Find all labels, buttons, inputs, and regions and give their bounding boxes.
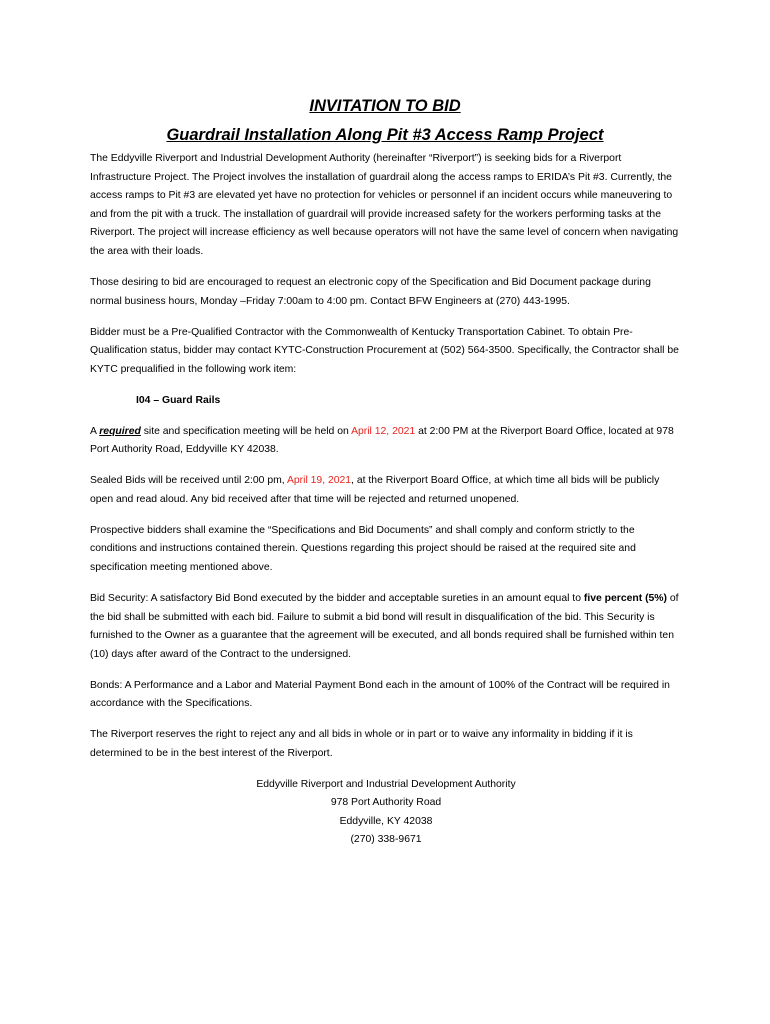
address-city: Eddyville, KY 42038 xyxy=(339,815,433,827)
document-title: INVITATION TO BID xyxy=(309,97,461,115)
work-item: I04 – Guard Rails xyxy=(136,394,221,406)
meeting-date: April 12, 2021 xyxy=(351,425,416,437)
meeting-text-c: at 2:00 PM at the Riverport Board Office, located at 978 Port Authority Road, Eddyville KY 42038. xyxy=(90,425,674,456)
examine-paragraph: Prospective bidders shall examine the “Specifications and Bid Documents” and shall comply and conform strictly to the conditions and instructions contained therein. Questions regarding this project should be raised at the required site and specification meeting mentioned above. xyxy=(90,524,636,574)
security-text-a: Bid Security: A satisfactory Bid Bond executed by the bidder and acceptable sureties in an amount equal to xyxy=(90,593,584,605)
required-emphasis: required xyxy=(99,425,141,437)
prequalification-paragraph: Bidder must be a Pre-Qualified Contractor with the Commonwealth of Kentucky Transportation Cabinet. To obtain Pre-Qualification status, bidder may contact KYTC-Construction Procurement at (502) 564-3500. Specifically, the Contractor shall be KYTC prequalified in the following work item: xyxy=(90,326,679,375)
meeting-text-a: A xyxy=(90,425,100,437)
security-text-b: of the bid shall be submitted with each bid. Failure to submit a bid bond will result in disqualification of the bid. This Security is furnished to the Owner as a guarantee that the agreement will be executed, and all bonds required shall be furnished within ten (10) days after award of the Contract to the undersigned. xyxy=(90,593,679,660)
document-body xyxy=(90,150,682,849)
sealed-bids-paragraph xyxy=(90,472,682,509)
sealed-text-a: Sealed Bids will be received until 2:00 pm, xyxy=(90,475,287,487)
copy-request-paragraph: Those desiring to bid are encouraged to request an electronic copy of the Specification and Bid Document package during normal business hours, Monday –Friday 7:00am to 4:00 pm. Contact BFW Engineers at (270) 443-1995. xyxy=(90,276,651,307)
bid-security-paragraph xyxy=(90,590,682,664)
meeting-paragraph xyxy=(90,423,682,460)
address-street: 978 Port Authority Road xyxy=(330,797,442,809)
bonds-paragraph: Bonds: A Performance and a Labor and Material Payment Bond each in the amount of 100% of the Contract will be required in accordance with the Specifications. xyxy=(90,679,670,710)
document-subtitle: Guardrail Installation Along Pit #3 Access Ramp Project xyxy=(166,126,604,144)
meeting-text-b: site and specification meeting will be held on xyxy=(140,425,352,437)
address-block xyxy=(90,776,682,849)
intro-paragraph: The Eddyville Riverport and Industrial Development Authority (hereinafter “Riverport”) is seeking bids for a Riverport Infrastructure Project. The Project involves the installation of guardrail along the access ramps to ERIDA’s Pit #3. Currently, the access ramps to Pit #3 are elevated yet have no protection for vehicles or personnel if an incident occurs while maneuvering to and from the pit with a truck. The installation of guardrail will provide increased safety for the workers performing tasks at the Riverport. The project will increase efficiency as well because operators will not have the same level of concern when navigating the area with their loads. xyxy=(90,153,679,257)
bid-due-date: April 19, 2021 xyxy=(286,475,352,487)
address-phone: (270) 338-9671 xyxy=(350,833,422,845)
reserve-paragraph: The Riverport reserves the right to reject any and all bids in whole or in part or to waive any informality in bidding if it is determined to be in the best interest of the Riverport. xyxy=(90,729,633,759)
sealed-text-b: , at the Riverport Board Office, at which time all bids will be publicly open and read aloud. Any bid received after that time will be rejected and returned unopened. xyxy=(90,475,660,505)
security-percent: five percent (5%) xyxy=(583,593,668,605)
address-org: Eddyville Riverport and Industrial Development Authority xyxy=(256,778,516,790)
